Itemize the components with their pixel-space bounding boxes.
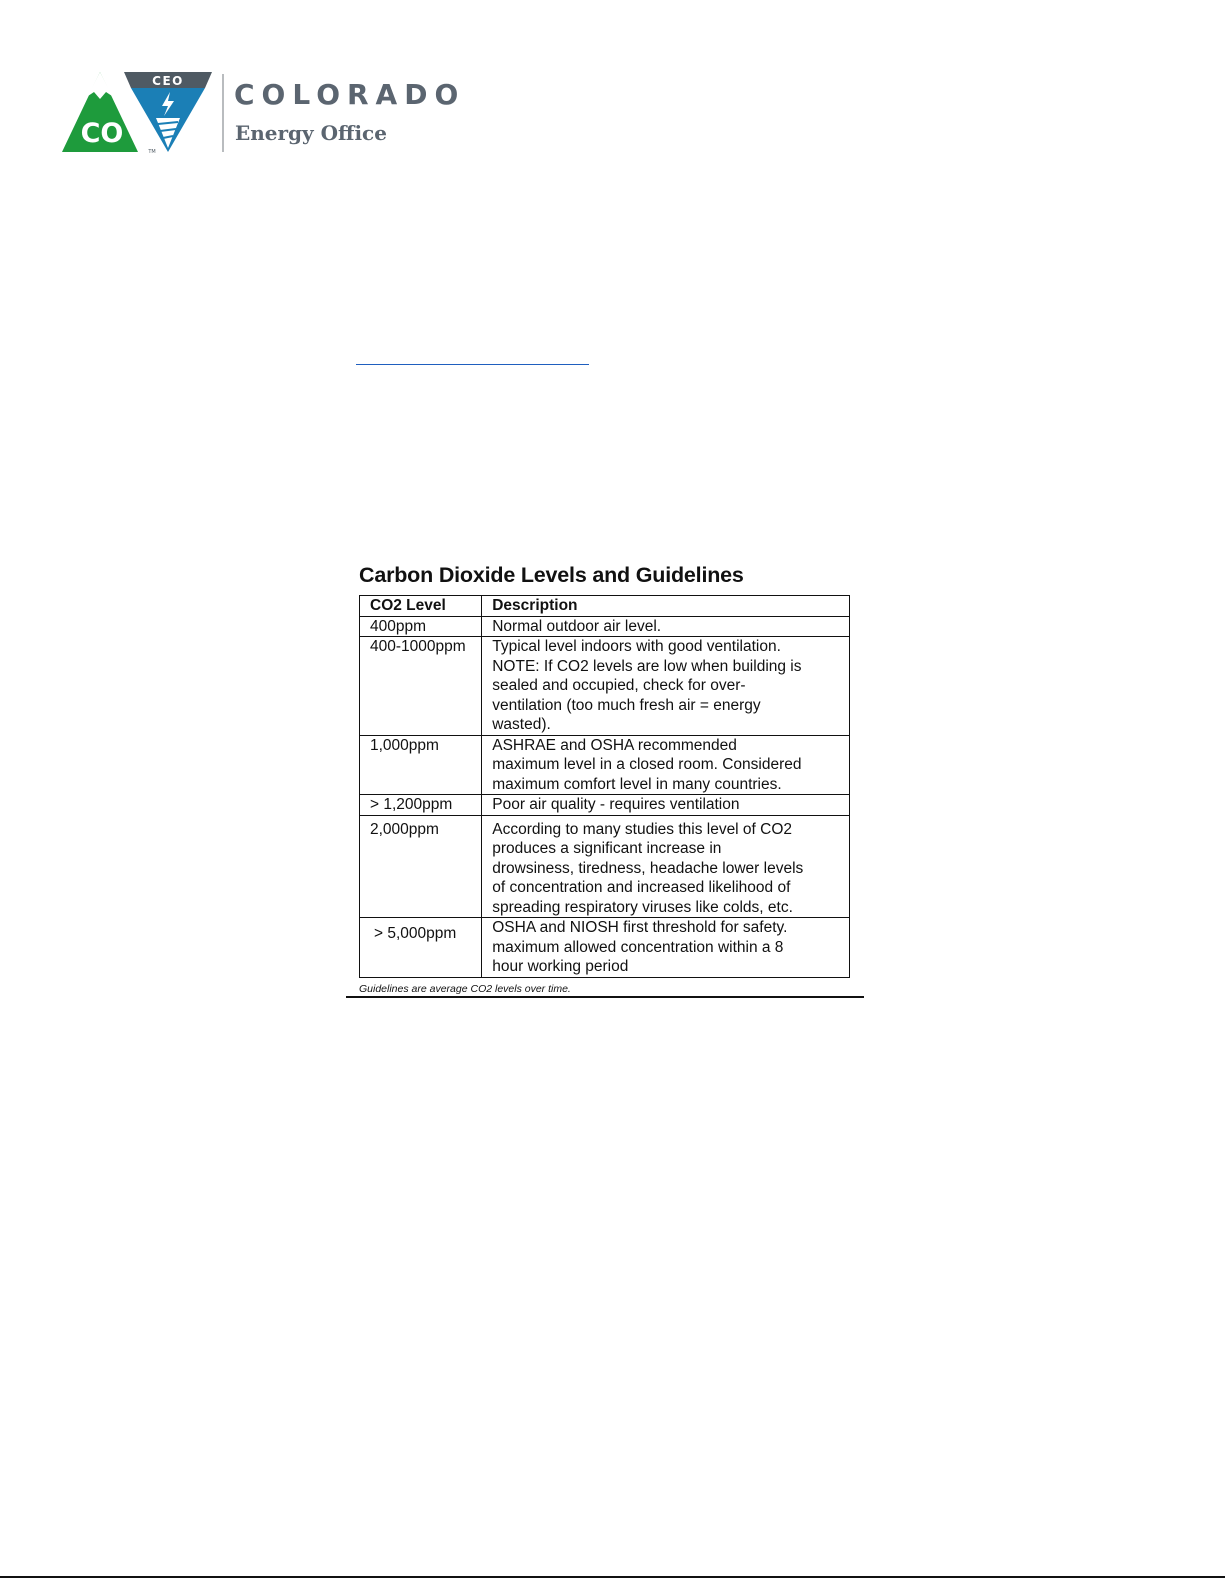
description-cell [482,815,850,918]
page-bottom-border [0,1576,1225,1578]
figure-title: Carbon Dioxide Levels and Guidelines [359,563,744,587]
hyperlink-underline[interactable] [356,364,589,365]
description-line: OSHA and NIOSH first threshold for safety. [492,919,788,936]
description-line: maximum allowed concentration within a 8 [492,938,784,956]
description-line: Normal outdoor air level. [492,617,662,635]
co2-levels-table [359,595,850,978]
description-line: spreading respiratory viruses like colds, etc. [492,898,793,916]
description-line: of concentration and increased likelihood of [492,879,791,896]
figure-bottom-rule [346,996,864,998]
logo-wordmark-colorado: COLORADO [234,78,466,111]
co2-level-cell: 400ppm [360,616,482,637]
description-line: wasted). [492,716,551,733]
description-line: Typical level indoors with good ventilation. [492,638,781,655]
description-line: NOTE: If CO2 levels are low when building is [492,657,802,675]
table-row [360,637,850,736]
co2-level-cell: 1,000ppm [360,735,482,795]
logo-divider [222,74,224,152]
description-line: ventilation (too much fresh air = energy [492,696,761,714]
description-line: According to many studies this level of CO2 [492,820,793,838]
description-line: sealed and occupied, check for over- [492,677,746,694]
description-cell [482,735,850,795]
svg-text:CO: CO [80,118,124,149]
description-line: produces a significant increase in [492,840,722,857]
description-line: drowsiness, tiredness, headache lower levels [492,859,804,877]
co2-level-cell: > 5,000ppm [360,918,482,978]
figure-footnote: Guidelines are average CO2 levels over time. [359,983,571,995]
description-cell [482,616,850,637]
svg-text:TM: TM [148,149,156,154]
co2-level-cell: 400-1000ppm [360,637,482,736]
svg-text:CEO: CEO [152,74,184,88]
colorado-energy-office-logo [62,72,472,156]
description-line: Poor air quality - requires ventilation [492,796,740,813]
ceo-logo-mark-icon [62,72,212,154]
co2-level-cell: 2,000ppm [360,815,482,918]
table-row [360,918,850,978]
description-cell [482,918,850,978]
column-header-co2-level: CO2 Level [360,596,482,617]
co2-level-cell: > 1,200ppm [360,795,482,816]
description-line: hour working period [492,958,629,975]
description-line: maximum level in a closed room. Considered [492,756,802,773]
table-row [360,815,850,918]
table-row [360,795,850,816]
table-row [360,616,850,637]
description-cell [482,637,850,736]
table-body [360,616,850,977]
description-line: ASHRAE and OSHA recommended [492,736,737,754]
description-line: maximum comfort level in many countries. [492,775,782,793]
column-header-description: Description [482,596,850,617]
description-cell [482,795,850,816]
table-row [360,735,850,795]
logo-wordmark-energy-office: Energy Office [235,121,387,145]
table-header-row [360,596,850,617]
